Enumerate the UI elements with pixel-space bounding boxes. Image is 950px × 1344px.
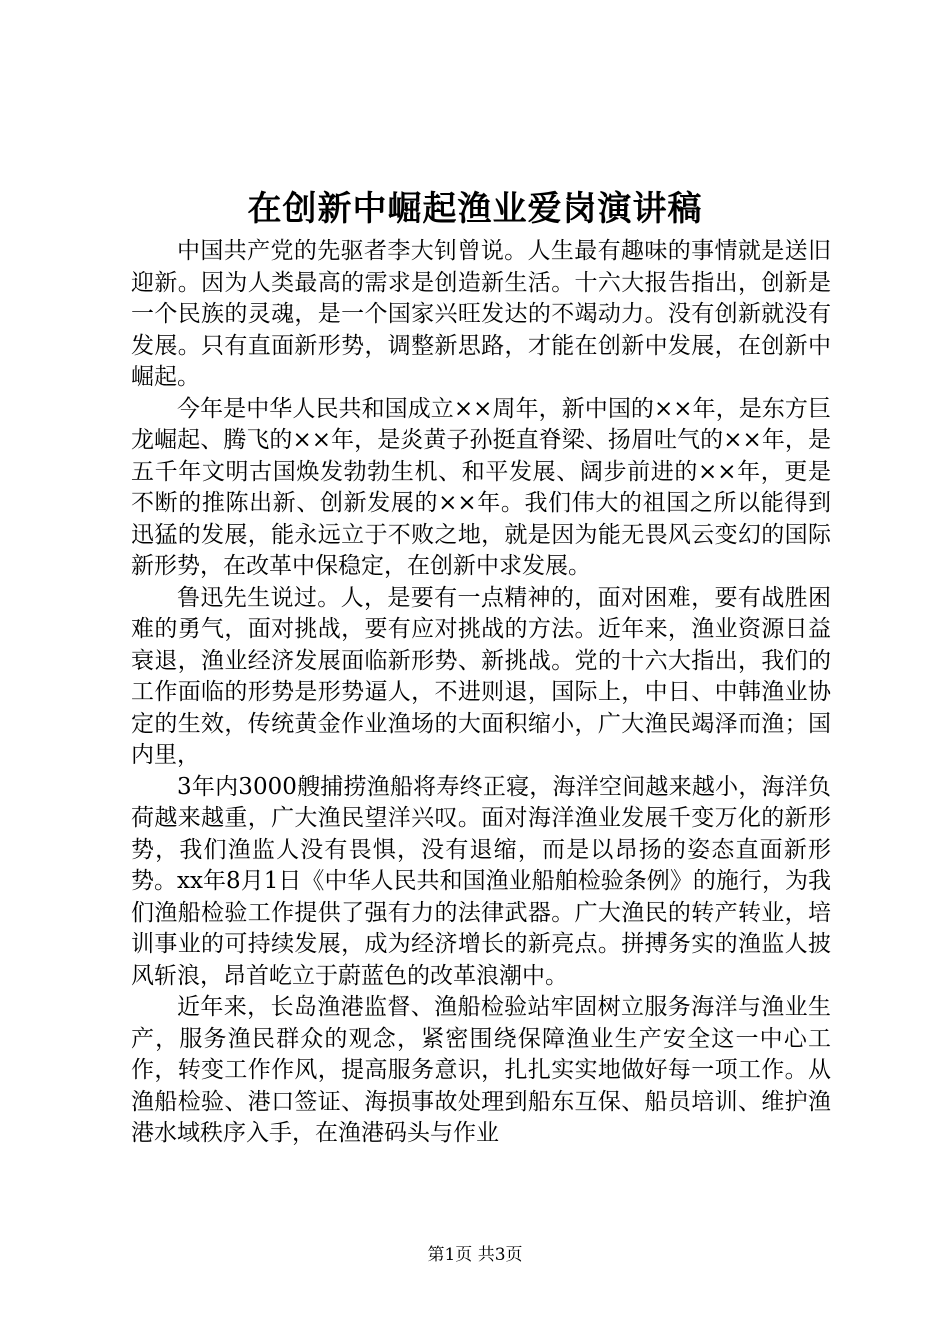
paragraph-2: 今年是中华人民共和国成立××周年，新中国的××年，是东方巨龙崛起、腾飞的××年，是炎黄子孙挺直脊梁、扬眉吐气的××年，是五千年文明古国焕发勃勃生机、和平发展、阔步前进的××年，更是不断的推陈出新、创新发展的××年。我们伟大的祖国之所以能得到迅猛的发展，能永远立于不败之地，就是因为能无畏风云变幻的国际新形势，在改革中保稳定，在创新中求发展。 [131, 395, 831, 579]
paragraph-3: 鲁迅先生说过。人，是要有一点精神的，面对困难，要有战胜困难的勇气，面对挑战，要有应对挑战的方法。近年来，渔业资源日益衰退，渔业经济发展面临新形势、新挑战。党的十六大指出，我们的工作面临的形势是形势逼人，不进则退，国际上，中日、中韩渔业协定的生效，传统黄金作业渔场的大面积缩小，广大渔民竭泽而渔；国内里， [131, 584, 831, 768]
document-title: 在创新中崛起渔业爱岗演讲稿 [247, 189, 703, 229]
paragraph-5: 近年来，长岛渔港监督、渔船检验站牢固树立服务海洋与渔业生产，服务渔民群众的观念，紧密围绕保障渔业生产安全这一中心工作，转变工作作风，提高服务意识，扎扎实实地做好每一项工作。从渔船检验、港口签证、海损事故处理到船东互保、船员培训、维护渔港水域秩序入手，在渔港码头与作业 [131, 994, 831, 1146]
document-body [131, 236, 831, 1150]
paragraph-4: 3年内3000艘捕捞渔船将寿终正寝，海洋空间越来越小，海洋负荷越来越重，广大渔民望洋兴叹。面对海洋渔业发展千变万化的新形势，我们渔监人没有畏惧，没有退缩，而是以昂扬的姿态直面新形势。xx年8月1日《中华人民共和国渔业船舶检验条例》的施行，为我们渔船检验工作提供了强有力的法律武器。广大渔民的转产转业，培训事业的可持续发展，成为经济增长的新亮点。拼搏务实的渔监人披风斩浪，昂首屹立于蔚蓝色的改革浪潮中。 [131, 773, 831, 989]
paragraph-1: 中国共产党的先驱者李大钊曾说。人生最有趣味的事情就是送旧迎新。因为人类最高的需求是创造新生活。十六大报告指出，创新是一个民族的灵魂，是一个国家兴旺发达的不竭动力。没有创新就没有发展。只有直面新形势，调整新思路，才能在创新中发展，在创新中崛起。 [131, 238, 831, 390]
page-footer: 第1页 共3页 [427, 1245, 523, 1265]
